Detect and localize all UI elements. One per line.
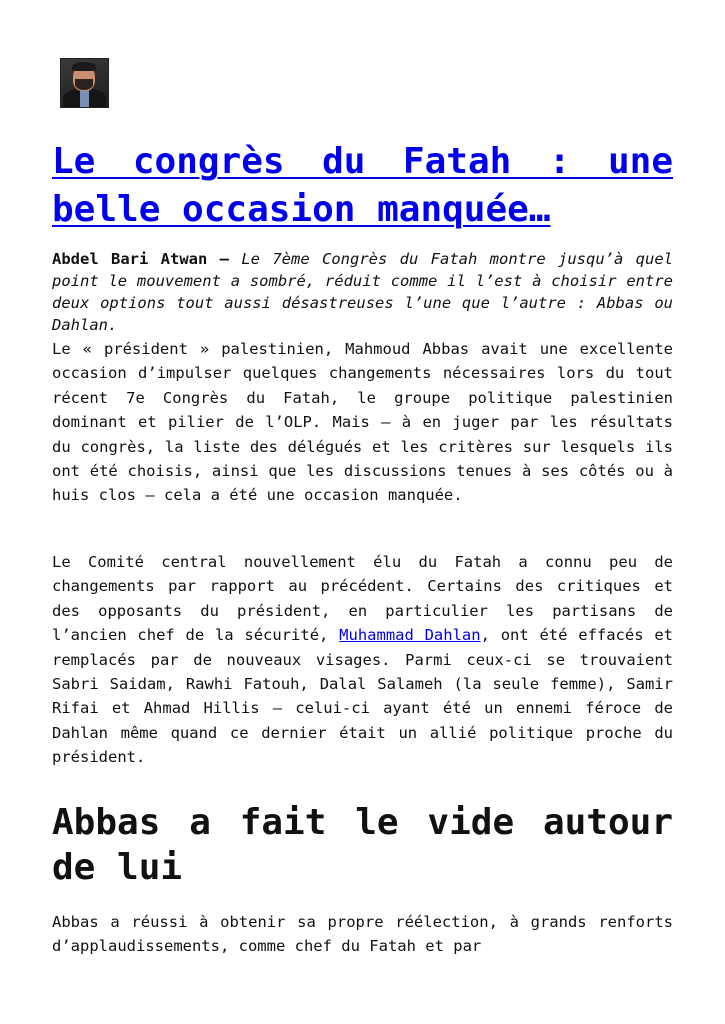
- paragraph-1: Le « président » palestinien, Mahmoud Abbas avait une excellente occasion d’impulser quelques changements nécessaires lors du tout récent 7e Congrès du Fatah, le groupe politique palestinien dominant et pilier de l’OLP. Mais – à en juger par les résultats du congrès, la liste des délégués et les critères sur lesquels ils ont été choisis, ainsi que les discussions tenues à ses côtés ou à huis clos – cela a été une occasion manquée.: [52, 340, 673, 505]
- dahlan-link[interactable]: Muhammad Dahlan: [339, 626, 481, 645]
- article-title: [52, 138, 673, 234]
- paragraph-2: Le Comité central nouvellement élu du Fatah a connu peu de changements par rapport au précédent. Certains des critiques et des opposants du président, en particulier les partisans de l’ancien chef de la sécurité, Muhammad Dahlan, ont été effacés et remplacés par de nouveaux visages. Parmi ceux-ci se trouvaient Sabri Saidam, Rawhi Fatouh, Dalal Salameh (la seule femme), Samir Rifai et Ahmad Hillis – celui-ci ayant été un ennemi féroce de Dahlan même quand ce dernier était un allié politique proche du président.: [52, 553, 673, 767]
- paragraph-3: Abbas a réussi à obtenir sa propre réélection, à grands renforts d’applaudissements, comme chef du Fatah et par: [52, 913, 673, 956]
- article-lead: [52, 248, 673, 336]
- article-title-link[interactable]: Le congrès du Fatah : une belle occasion manquée…: [52, 141, 673, 230]
- author-name: Abdel Bari Atwan –: [52, 250, 229, 268]
- section-heading: Abbas a fait le vide autour de lui: [52, 802, 673, 888]
- lead-text: Le 7ème Congrès du Fatah montre jusqu’à quel point le mouvement a sombré, réduit comme il l’est à choisir entre deux options tout aussi désastreuses l’une que l’autre : Abbas ou Dahlan.: [52, 250, 673, 334]
- author-avatar: [60, 58, 109, 108]
